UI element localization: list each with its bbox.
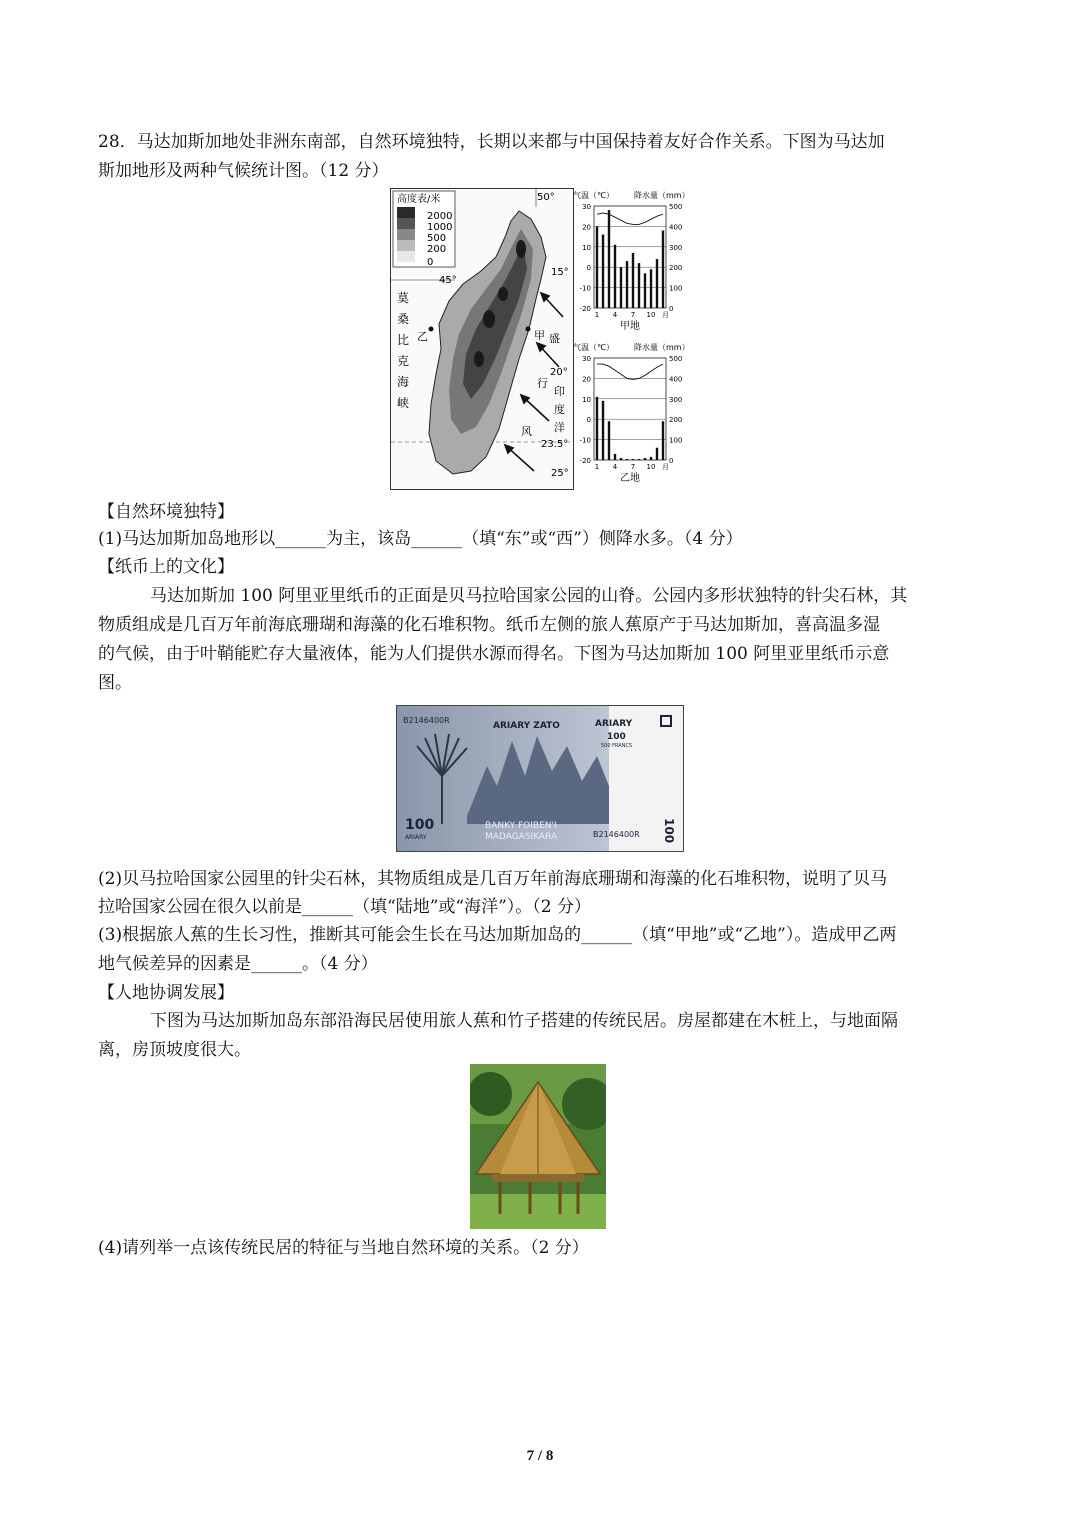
- x-tick-label: 1: [594, 311, 600, 319]
- precip-bar: [656, 259, 658, 308]
- strait-char-4: 克: [397, 354, 410, 368]
- question-3-line1: (3)根据旅人蕉的生长习性，推断其可能会生长在马达加斯加岛的______（填“甲地”或“乙地”）。造成甲乙两: [98, 925, 897, 945]
- x-axis-label: 月: [662, 463, 669, 471]
- lon-label-45: 45°: [439, 275, 457, 286]
- wind-char-1: 盛: [549, 332, 560, 345]
- chart-title: 甲地: [620, 321, 640, 332]
- precip-bar: [632, 459, 634, 460]
- banknote-title: ARIARY ZATO: [493, 721, 560, 731]
- precip-bar: [596, 226, 598, 308]
- section-natural-env-title: 【自然环境独特】: [98, 502, 234, 522]
- banknote-serial-top: B2146400R: [403, 716, 450, 725]
- question-3-line2: 地气候差异的因素是______。（4 分）: [98, 954, 378, 974]
- question-28-line2: 斯加地形及两种气候统计图。（12 分）: [98, 161, 389, 181]
- lon-label-50: 50°: [537, 192, 555, 203]
- precip-tick-label: 400: [669, 223, 683, 232]
- plot-frame: [594, 358, 666, 460]
- chart-title: 乙地: [620, 473, 640, 484]
- precip-bar: [614, 245, 616, 308]
- banknote-bank-name-2: MADAGASIKARA: [485, 832, 558, 842]
- precip-bar: [620, 458, 622, 460]
- wind-char-3: 风: [521, 425, 532, 438]
- precip-tick-label: 300: [669, 395, 683, 404]
- legend-level-200: 200: [427, 244, 447, 255]
- plot-frame: [594, 206, 666, 308]
- x-axis-label: 月: [662, 311, 669, 319]
- strait-char-1: 莫: [397, 291, 410, 305]
- banknote-denom-right: 100: [662, 818, 676, 844]
- banknote-bank-name-1: BANKY FOIBEN'I: [485, 821, 557, 831]
- chart-yi-svg: [572, 340, 700, 490]
- temp-tick-label: -20: [579, 457, 591, 465]
- lat-label-25: 25°: [551, 468, 569, 479]
- strait-char-6: 峡: [397, 396, 410, 410]
- precip-bar: [650, 457, 652, 460]
- ocean-char-3: 洋: [554, 421, 565, 434]
- question-2-line2: 拉哈国家公园在很久以前是______（填“陆地”或“海洋”）。（2 分）: [98, 897, 591, 917]
- precip-bar: [650, 269, 652, 308]
- temp-tick-label: -10: [579, 284, 591, 293]
- ocean-char-2: 度: [554, 403, 565, 416]
- precip-tick-label: 500: [669, 203, 683, 211]
- precip-bar: [614, 454, 616, 460]
- banknote-para-line2: 物质组成是几百万年前海底珊瑚和海藻的化石堆积物。纸币左侧的旅人蕉原产于马达加斯加，喜高温多湿: [98, 615, 880, 635]
- precip-axis-label: 降水量（mm）: [634, 343, 690, 352]
- precip-bar: [638, 459, 640, 460]
- temp-tick-label: 0: [586, 264, 591, 273]
- precip-tick-label: 200: [669, 264, 683, 273]
- lat-label-20: 20°: [550, 367, 568, 378]
- precip-bar: [602, 401, 604, 460]
- banknote-para-line1: 马达加斯加 100 阿里亚里纸币的正面是贝马拉哈国家公园的山脊。公园内多形状独特的针尖石林，其: [150, 586, 908, 606]
- traditional-house-photo: [470, 1064, 606, 1229]
- x-tick-label: 4: [612, 463, 618, 471]
- banknote-denom-left-sub: ARIARY: [405, 834, 427, 841]
- climate-chart-jia: [572, 188, 700, 338]
- precip-bar: [644, 458, 646, 460]
- precip-tick-label: 500: [669, 355, 683, 363]
- precip-tick-label: 0: [669, 305, 674, 313]
- precip-bar: [626, 459, 628, 460]
- temperature-line: [597, 213, 663, 224]
- x-tick-label: 7: [630, 311, 636, 319]
- temp-tick-label: 30: [582, 355, 591, 363]
- temperature-line: [597, 364, 663, 379]
- precip-bar: [608, 210, 610, 308]
- temp-tick-label: 20: [582, 375, 591, 384]
- temp-tick-label: 20: [582, 223, 591, 232]
- precip-bar: [656, 448, 658, 460]
- legend-level-0: 0: [427, 257, 434, 268]
- precip-tick-label: 400: [669, 375, 683, 384]
- x-tick-label: 4: [612, 311, 618, 319]
- precip-tick-label: 100: [669, 284, 683, 293]
- lat-label-23-5: 23.5°: [541, 439, 569, 450]
- strait-char-2: 桑: [397, 312, 410, 326]
- precip-tick-label: 300: [669, 243, 683, 252]
- place-jia: 甲: [534, 329, 545, 342]
- ariary-100-banknote: [396, 705, 684, 852]
- legend-level-500: 500: [427, 233, 447, 244]
- section-human-land-title: 【人地协调发展】: [98, 983, 234, 1003]
- precip-bar: [620, 267, 622, 308]
- temp-tick-label: 10: [582, 243, 591, 252]
- place-yi: 乙: [417, 330, 428, 343]
- temp-tick-label: 0: [586, 416, 591, 425]
- precip-bar: [602, 235, 604, 308]
- house-para-line2: 离，房顶坡度很大。: [98, 1040, 251, 1060]
- precip-axis-label: 降水量（mm）: [634, 191, 690, 200]
- precip-tick-label: 100: [669, 436, 683, 445]
- ocean-char-1: 印: [554, 385, 565, 398]
- precip-bar: [644, 273, 646, 308]
- page-number: 7 / 8: [526, 1448, 554, 1464]
- precip-bar: [662, 230, 664, 308]
- house-para-line1: 下图为马达加斯加岛东部沿海民居使用旅人蕉和竹子搭建的传统民居。房屋都建在木桩上，与地面隔: [150, 1011, 898, 1031]
- temp-tick-label: -10: [579, 436, 591, 445]
- precip-bar: [608, 421, 610, 460]
- question-28-line1: 28．马达加斯加地处非洲东南部，自然环境独特，长期以来都与中国保持着友好合作关系。下图为马达加: [98, 132, 885, 152]
- precip-bar: [662, 421, 664, 460]
- x-tick-label: 10: [646, 311, 656, 319]
- temp-tick-label: 30: [582, 203, 591, 211]
- temp-tick-label: -20: [579, 305, 591, 313]
- strait-char-5: 海: [397, 375, 410, 389]
- precip-bar: [638, 263, 640, 308]
- banknote-francs: 500 FRANCS: [601, 743, 633, 749]
- precip-tick-label: 200: [669, 416, 683, 425]
- temp-axis-label: 气温（℃）: [573, 343, 614, 352]
- wind-char-2: 行: [537, 377, 548, 390]
- precip-bar: [626, 261, 628, 308]
- precip-bar: [596, 397, 598, 460]
- x-tick-label: 7: [630, 463, 636, 471]
- temp-tick-label: 10: [582, 395, 591, 404]
- banknote-para-line4: 图。: [98, 673, 132, 693]
- chart-jia-svg: [572, 188, 700, 338]
- question-4: (4)请列举一点该传统民居的特征与当地自然环境的关系。（2 分）: [98, 1238, 589, 1258]
- x-tick-label: 1: [594, 463, 600, 471]
- lat-label-15: 15°: [551, 267, 569, 278]
- legend-level-2000: 2000: [427, 211, 453, 222]
- climate-chart-yi: [572, 340, 700, 490]
- banknote-amount: 100: [607, 732, 626, 742]
- banknote-para-line3: 的气候，由于叶鞘能贮存大量液体，能为人们提供水源而得名。下图为马达加斯加 100 阿里亚里纸币示意: [98, 644, 890, 664]
- temp-axis-label: 气温（℃）: [573, 191, 614, 200]
- strait-char-3: 比: [397, 333, 410, 347]
- banknote-currency: ARIARY: [595, 719, 633, 729]
- banknote-denom-left: 100: [405, 817, 435, 833]
- madagascar-terrain-map: [390, 188, 574, 490]
- question-1: (1)马达加斯加岛地形以______为主，该岛______（填“东”或“西”）侧降水多。（4 分）: [98, 529, 743, 549]
- question-2-line1: (2)贝马拉哈国家公园里的针尖石林，其物质组成是几百万年前海底珊瑚和海藻的化石堆积物，说明了贝马: [98, 869, 888, 889]
- x-tick-label: 10: [646, 463, 656, 471]
- map-legend-title: 高度表/米: [397, 194, 441, 205]
- precip-tick-label: 0: [669, 457, 674, 465]
- section-banknote-culture-title: 【纸币上的文化】: [98, 557, 234, 577]
- legend-level-1000: 1000: [427, 222, 453, 233]
- banknote-serial-bottom: B2146400R: [593, 830, 640, 839]
- precip-bar: [632, 253, 634, 308]
